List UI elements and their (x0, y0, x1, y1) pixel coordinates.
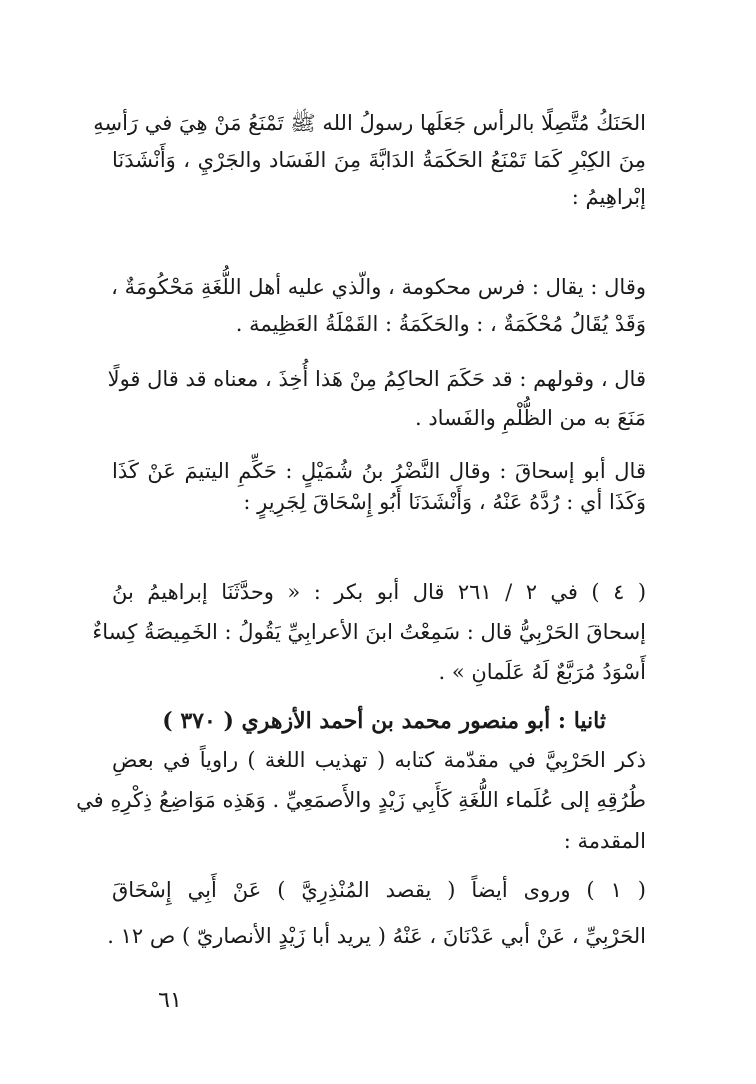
paragraph-line: الحَرْبِيِّ ، عَنْ أبي عَدْنَانَ ، عَنْهُ ( يريد أبا زَيْدٍ الأنصاريّ ) ص ١٢ . (107, 924, 646, 948)
paragraph-line: المقدمة : (563, 829, 646, 853)
paragraph-line: وَكَذَا أي : رُدَّهُ عَنْهُ ، وَأَنْشَدَنَا أَبُو إِسْحَاقَ لِجَرِيرٍ : (243, 490, 646, 514)
section-heading: ثانيا : أبو منصور محمد بن أحمد الأزهري ( ٣٧٠ ) (162, 708, 606, 734)
paragraph-line: ذكر الحَرْبِيَّ في مقدّمة كتابه ( تهذيب اللغة ) راوياً في بعضِ (112, 748, 646, 772)
paragraph-line: طُرُقِهِ إلى عُلَماء اللُّغَةِ كَأَبِي زَيْدٍ والأَصمَعِيِّ . وَهَذِه مَوَاضِعُ ذِكْرِهِ في (76, 788, 646, 812)
paragraph-line: قال أبو إسحاقَ : وقال النَّضْرُ بنُ شُمَيْلٍ : حَكِّمِ اليتيمَ عَنْ كَذَا (112, 459, 646, 483)
paragraph-line: الحَنَكُ مُتَّصِلًا بالرأس جَعَلَها رسولُ الله ﷺ تَمْنَعُ مَنْ هِيَ في رَأسِهِ (93, 111, 646, 135)
page-number: ٦١ (158, 988, 182, 1013)
footnote-line: أَسْوَدُ مُرَبَّعٌ لَهُ عَلَمانِ » . (438, 660, 646, 684)
paragraph-line: ( ١ ) وروى أيضاً ( يقصد المُنْذِرِيَّ ) عَنْ أَبِي إِسْحَاقَ (112, 878, 646, 902)
paragraph-line: مِنَ الكِبْرِ كَمَا تَمْنَعُ الحَكَمَةُ الدَابَّةَ مِنَ الفَسَاد والجَرْيِ ، وَأَنْشَدَنَا (112, 148, 646, 172)
footnote-line: ( ٤ ) في ٢ / ٢٦١ قال أبو بكر : « وحدَّثَنَا إبراهيمُ بنُ (112, 580, 647, 604)
footnote-line: إسحاقَ الحَرْبِيُّ قال : سَمِعْتُ ابنَ الأعرابِيِّ يَقُولُ : الخَمِيصَةُ كِساءٌ (92, 620, 646, 644)
paragraph-line: قال ، وقولهم : قد حَكَمَ الحاكِمُ مِنْ هَذا أُخِذَ ، معناه قد قال قولًا (107, 367, 646, 391)
paragraph-line: إبْراهِيمُ : (571, 185, 646, 209)
paragraph-line: وقال : يقال : فرس محكومة ، والّذي عليه أهل اللُّغَةِ مَحْكُومَةٌ ، (111, 275, 646, 299)
paragraph-line: وَقَدْ يُقَالُ مُحْكَمَةٌ ، : والحَكَمَةُ : القَمْلَةُ العَظِيمة . (235, 312, 646, 336)
paragraph-line: مَنَعَ به من الظُّلْمِ والفَساد . (414, 406, 646, 430)
